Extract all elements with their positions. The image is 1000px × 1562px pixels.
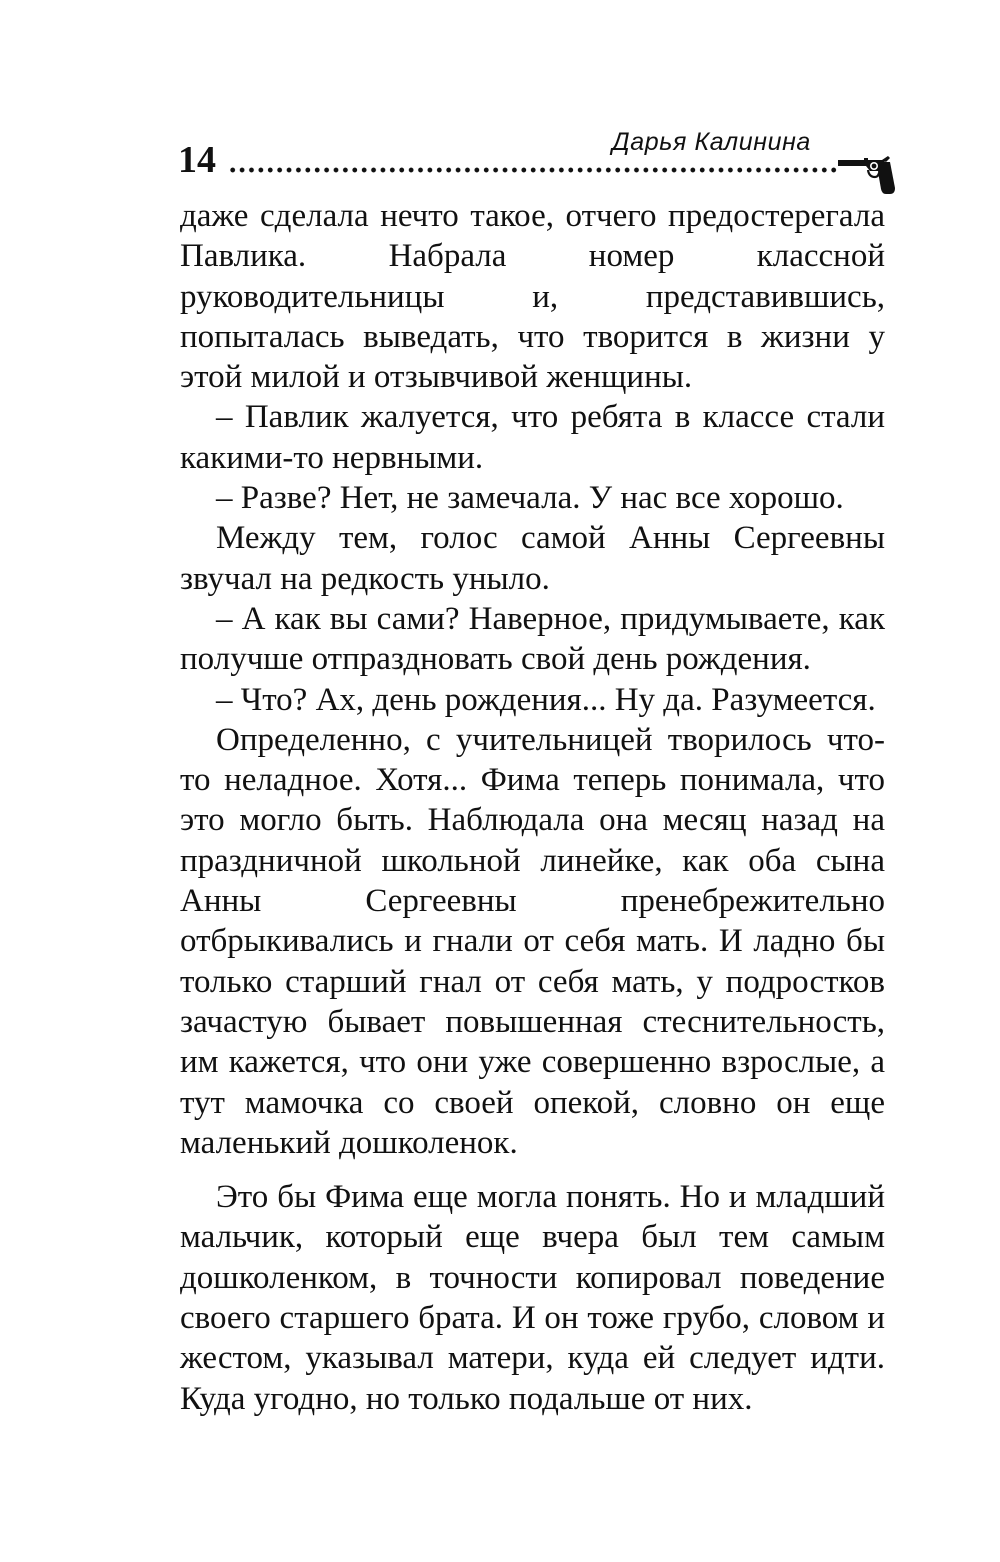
dotted-leader (228, 166, 840, 174)
paragraph: даже сделала нечто такое, отчего предостерегала Павлика. Набрала номер классной руководительницы и, представившись, попыталась выведать, что творится в жизни у этой милой и отзывчивой женщины. (180, 198, 885, 396)
body-text (180, 196, 885, 1419)
paragraph: Между тем, голос самой Анны Сергеевны звучал на редкость уныло. (180, 520, 885, 597)
paragraph: – Что? Ах, день рождения... Ну да. Разумеется. (216, 681, 876, 718)
paragraph: – А как вы сами? Наверное, придумываете, как получше отпраздновать свой день рождения. (180, 600, 885, 678)
paragraph: Это бы Фима еще могла понять. Но и младший мальчик, который еще вчера был тем самым дошколенком, в точности копировал поведение своего старшего брата. И он тоже грубо, словом и жестом, указывал матери, куда ей следует идти. Куда угодно, но только подальше от них. (180, 1179, 885, 1417)
revolver-icon (838, 156, 896, 196)
running-head-author: Дарья Калинина (612, 128, 811, 156)
page-number: 14 (178, 139, 216, 181)
paragraph: – Разве? Нет, не замечала. У нас все хорошо. (216, 480, 844, 517)
running-header (0, 0, 1000, 200)
paragraph: Определенно, с учительницей творилось что-то неладное. Хотя... Фима теперь понимала, что это могло быть. Наблюдала она месяц назад на праздничной школьной линейке, как оба сына Анны Сергеевны пренебрежительно отбрыкивались и гнали от себя мать. И ладно бы только старший гнал от себя мать, у подростков зачастую бывает повышенная стеснительность, им кажется, что они уже совершенно взрослые, а тут мамочка со своей опекой, словно он еще маленький дошколенок. (180, 721, 885, 1161)
paragraph: – Павлик жалуется, что ребята в классе стали какими-то нервными. (180, 399, 885, 476)
